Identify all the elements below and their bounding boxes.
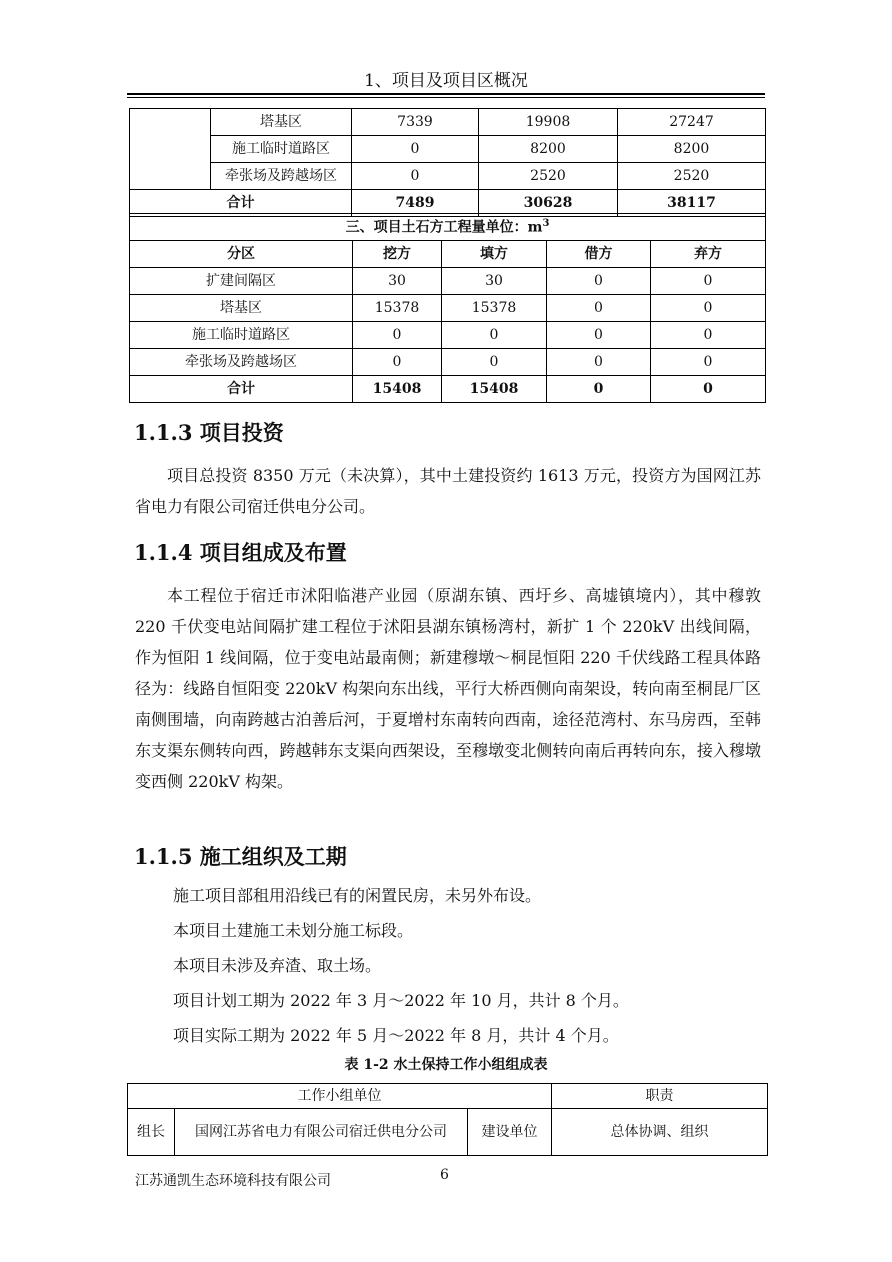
table-cell: 19908: [479, 109, 618, 136]
table-cell: 牵张场及跨越场区: [211, 163, 352, 190]
composition-paragraph: 本工程位于宿迁市沭阳临港产业园（原湖东镇、西圩乡、高墟镇境内），其中穆敦 220 千伏变电站间隔扩建工程位于沭阳县湖东镇杨湾村，新扩 1 个 220kV 出线间隔，作为恒阳 1 线间隔，位于变电站最南侧；新建穆墩～桐昆恒阳 220 千伏线路工程具体路径为：线路自恒阳变 220kV 构架向东出线，平行大桥西侧向南架设，转向南至桐昆厂区南侧围墙，向南跨越古泊善后河，于夏增村东南转向西南，途径范湾村、东马房西，至韩东支渠东侧转向西，跨越韩东支渠向西架设，至穆墩变北侧转向南后再转向东，接入穆墩变西侧 220kV 构架。: [135, 586, 761, 791]
section-heading-composition: 1.1.4 项目组成及布置: [134, 540, 347, 565]
table-cell: 0: [547, 349, 651, 376]
header-rule-thick: [127, 93, 765, 95]
column-header: 借方: [547, 241, 651, 268]
table-cell: 0: [442, 322, 547, 349]
table-cell: 塔基区: [130, 295, 353, 322]
construction-line: 项目计划工期为 2022 年 3 月～2022 年 10 月，共计 8 个月。: [173, 991, 629, 1010]
table-caption: 表 1-2 水土保持工作小组组成表: [344, 1057, 548, 1073]
table-cell: 2520: [479, 163, 618, 190]
table-cell: 总体协调、组织: [552, 1109, 768, 1156]
title-text: 三、项目土石方工程量单位：m: [345, 219, 543, 236]
table-cell: 国网江苏省电力有限公司宿迁供电分公司: [175, 1109, 468, 1156]
table-cell: 0: [352, 136, 479, 163]
construction-line: 项目实际工期为 2022 年 5 月～2022 年 8 月，共计 4 个月。: [173, 1026, 619, 1045]
table-cell: 0: [651, 349, 766, 376]
table-cell: 15408: [353, 376, 442, 403]
table-cell: 7339: [352, 109, 479, 136]
table-cell: 8200: [479, 136, 618, 163]
earthwork-table-title: [130, 214, 766, 241]
page-header-title: 1、项目及项目区概况: [364, 71, 528, 91]
table-row: [130, 163, 766, 190]
column-header: 填方: [442, 241, 547, 268]
table-cell: 0: [651, 322, 766, 349]
table-cell: 30628: [479, 190, 618, 217]
column-header: 挖方: [353, 241, 442, 268]
table-total-row: [130, 376, 766, 403]
table-cell: 0: [547, 322, 651, 349]
table-cell: 2520: [618, 163, 766, 190]
table-row: [130, 322, 766, 349]
table-cell: 15408: [442, 376, 547, 403]
table-header-row: [130, 241, 766, 268]
unit-superscript: 3: [542, 218, 550, 230]
table-row: [130, 268, 766, 295]
table-cell: 扩建间隔区: [130, 268, 353, 295]
table-cell: 0: [352, 163, 479, 190]
column-header: 职责: [552, 1084, 768, 1109]
table-cell: 8200: [618, 136, 766, 163]
table-cell: 合计: [130, 376, 353, 403]
page-number: 6: [440, 1167, 449, 1183]
column-header: 弃方: [651, 241, 766, 268]
footer-company: 江苏通凯生态环境科技有限公司: [135, 1173, 331, 1189]
section-heading-investment: 1.1.3 项目投资: [134, 420, 284, 445]
table-cell: 15378: [353, 295, 442, 322]
table-cell: 30: [442, 268, 547, 295]
table-cell: 0: [547, 376, 651, 403]
construction-line: 本项目土建施工未划分施工标段。: [173, 921, 414, 940]
table-row: [130, 349, 766, 376]
table-cell: 0: [651, 295, 766, 322]
total-label-cell: 合计: [130, 190, 352, 217]
table-cell: 0: [547, 295, 651, 322]
table-row: [128, 1109, 768, 1156]
table-cell: 15378: [442, 295, 547, 322]
table-cell: 建设单位: [468, 1109, 552, 1156]
section-heading-construction: 1.1.5 施工组织及工期: [134, 844, 347, 869]
table-cell: 7489: [352, 190, 479, 217]
column-header: 工作小组单位: [128, 1084, 552, 1109]
table-cell: 施工临时道路区: [211, 136, 352, 163]
table-cell: 0: [353, 322, 442, 349]
table-cell: 30: [353, 268, 442, 295]
table-cell: 38117: [618, 190, 766, 217]
earthwork-table: [129, 213, 766, 403]
table-cell: 27247: [618, 109, 766, 136]
merged-blank-cell: [130, 109, 211, 190]
table-cell: 0: [651, 268, 766, 295]
table-cell: 0: [651, 376, 766, 403]
table-cell: 组长: [128, 1109, 175, 1156]
investment-paragraph: 项目总投资 8350 万元（未决算），其中土建投资约 1613 万元，投资方为国网江苏省电力有限公司宿迁供电分公司。: [135, 466, 761, 516]
table-cell: 施工临时道路区: [130, 322, 353, 349]
table-cell: 0: [547, 268, 651, 295]
construction-line: 本项目未涉及弃渣、取土场。: [173, 956, 382, 975]
land-occupation-table: [129, 108, 766, 217]
table-cell: 0: [353, 349, 442, 376]
header-rule-thin: [127, 97, 765, 98]
table-header-row: [128, 1084, 768, 1109]
table-row: [130, 136, 766, 163]
table-section-title-row: [130, 214, 766, 241]
column-header: 分区: [130, 241, 353, 268]
table-row: [130, 109, 766, 136]
team-table: [127, 1083, 768, 1156]
table-cell: 牵张场及跨越场区: [130, 349, 353, 376]
table-cell: 塔基区: [211, 109, 352, 136]
table-cell: 0: [442, 349, 547, 376]
construction-line: 施工项目部租用沿线已有的闲置民房，未另外布设。: [173, 886, 542, 905]
table-row: [130, 295, 766, 322]
